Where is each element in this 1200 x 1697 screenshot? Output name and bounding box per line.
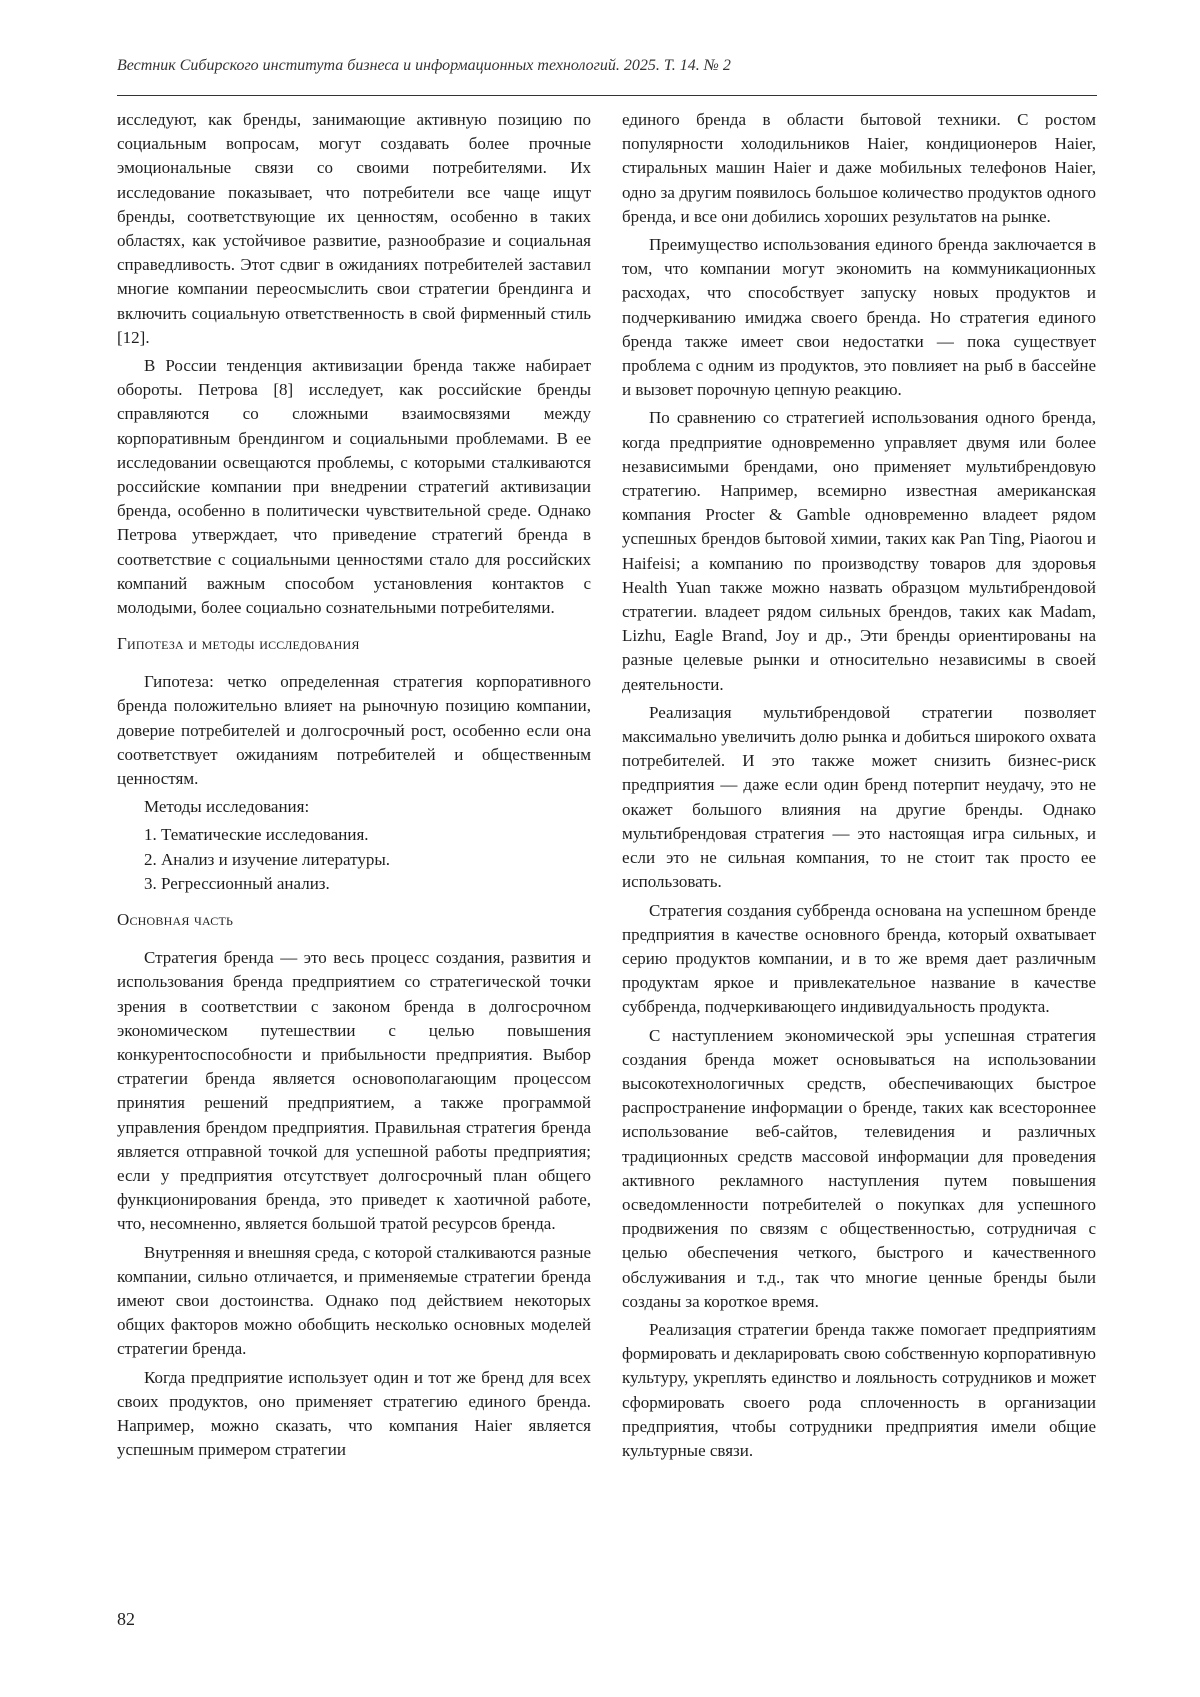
paragraph: Стратегия бренда — это весь процесс создания, развития и использования бренда предприятием со стратегической точки зрения в соответствии с законом бренда в долгосрочном экономическом путешествии с целью повышения конкурентоспособности и прибыльности предприятия. Выбор стратегии бренда является основополагающим процессом принятия решений предприятием, а также программой управления брендом предприятия. Правильная стратегия бренда является отправной точкой для успешной работы предприятия; если у предприятия отсутствует долгосрочный план общего функционирования бренда, это приведет к хаотичной работе, что, несомненно, является большой тратой ресурсов бренда. (117, 948, 591, 1234)
paragraph: исследуют, как бренды, занимающие активную позицию по социальным вопросам, могут создавать более прочные эмоциональные связи со своими потребителями. Их исследование показывает, что потребители все чаще ищут бренды, соответствующие их ценностям, особенно в таких областях, как устойчивое развитие, разнообразие и социальная справедливость. Этот сдвиг в ожиданиях потребителей заставил многие компании переосмыслить свои стратегии брендинга и включить социальную ответственность в свой фирменный стиль [12]. (117, 110, 591, 347)
section-heading-hypothesis: Гипотеза и методы исследования (117, 634, 360, 654)
page-number: 82 (117, 1609, 135, 1629)
paragraph: Реализация мультибрендовой стратегии позволяет максимально увеличить долю рынка и добиться широкого охвата потребителей. И это также может снизить бизнес-риск предприятия — даже если один бренд потерпит неудачу, это не окажет большого влияния на другие бренды. Однако мультибрендовая стратегия — это настоящая игра сильных, и если это не сильная компания, то не стоит так просто ее использовать. (622, 702, 1096, 892)
paragraph: Когда предприятие использует один и тот же бренд для всех своих продуктов, оно применяет стратегию единого бренда. Например, можно сказать, что компания Haier является успешным примером стратегии (117, 1367, 591, 1460)
paragraph: Стратегия создания суббренда основана на успешном бренде предприятия в качестве основного бренда, который охватывает серию продуктов компании, и в то же время дает различным продуктам яркое и привлекательное название в качестве суббренда, подчеркивающего индивидуальность продукта. (622, 900, 1096, 1017)
methods-label: Методы исследования: (144, 797, 310, 817)
list-item: 2. Анализ и изучение литературы. (144, 849, 391, 869)
left-column (117, 108, 591, 1466)
paragraph: В России тенденция активизации бренда также набирает обороты. Петрова [8] исследует, как российские бренды справляются со сложными взаимосвязями между корпоративным брендингом и социальными проблемами. В ее исследовании освещаются проблемы, с которыми сталкиваются российские компании при внедрении стратегий активизации бренда, особенно в политически чувствительной среде. Однако Петрова утверждает, что приведение стратегий бренда в соответствие с социальными ценностями стало для российских компаний важным способом установления контактов с молодыми, более социально сознательными потребителями. (117, 356, 591, 618)
right-column (622, 108, 1096, 1467)
header-rule (117, 95, 1097, 96)
paragraph: единого бренда в области бытовой техники. С ростом популярности холодильников Haier, кондиционеров Haier, стиральных машин Haier и даже мобильных телефонов Haier, одно за другим появилось большое количество продуктов одного бренда, и все они добились хороших результатов на рынке. (622, 110, 1096, 226)
paragraph: С наступлением экономической эры успешная стратегия создания бренда может основываться на использовании высокотехнологичных средств, обеспечивающих быстрое распространение информации о бренде, таких как всестороннее использование веб-сайтов, телевидения и различных традиционных средств массовой информации для проведения активного рекламного наступления путем повышения осведомленности потребителей о покупках для успешного продвижения по связям с общественностью, сотрудничая с целью обеспечения четкого, быстрого и качественного обслуживания и т.д., так что многие ценные бренды были созданы за короткое время. (622, 1025, 1096, 1311)
running-header: Вестник Сибирского института бизнеса и информационных технологий. 2025. Т. 14. № 2 (117, 57, 731, 74)
list-item: 1. Тематические исследования. (144, 825, 369, 845)
paragraph: Реализация стратегии бренда также помогает предприятиям формировать и декларировать свою собственную корпоративную культуру, укреплять единство и лояльность сотрудников и может сформировать своего рода сплоченность в организации предприятия, чтобы сотрудники предприятия имели общие культурные связи. (622, 1319, 1096, 1460)
methods-list (117, 823, 591, 896)
section-heading-main: Основная часть (117, 910, 234, 930)
list-item: 3. Регрессионный анализ. (144, 873, 330, 893)
paragraph: Преимущество использования единого бренда заключается в том, что компании могут экономить на коммуникационных расходах, что способствует запуску новых продуктов и подчеркиванию имиджа своего бренда. Но стратегия единого бренда также имеет свои недостатки — пока существует проблема с одним из продуктов, это повлияет на рыб в бассейне и вызовет порочную цепную реакцию. (622, 235, 1096, 400)
paragraph: По сравнению со стратегией использования одного бренда, когда предприятие одновременно управляет двумя или более независимыми брендами, оно применяет мультибрендовую стратегию. Например, всемирно известная американская компания Procter & Gamble одновременно владеет рядом успешных брендов бытовой химии, таких как Pan Ting, Piaorou и Haifeisi; а компанию по производству товаров для здоровья Health Yuan также можно назвать образцом мультибрендовой стратегии. владеет рядом сильных брендов, таких как Madam, Lizhu, Eagle Brand, Joy и др., Эти бренды ориентированы на разные целевые рынки и относительно независимы в своей деятельности. (622, 408, 1096, 694)
paragraph: Гипотеза: четко определенная стратегия корпоративного бренда положительно влияет на рыночную позицию компании, доверие потребителей и долгосрочный рост, особенно если она соответствует ожиданиям потребителей и общественным ценностям. (117, 672, 591, 789)
paragraph: Внутренняя и внешняя среда, с которой сталкиваются разные компании, сильно отличается, и применяемые стратегии бренда имеют свои достоинства. Однако под действием некоторых общих факторов можно обобщить несколько основных моделей стратегии бренда. (117, 1242, 591, 1359)
